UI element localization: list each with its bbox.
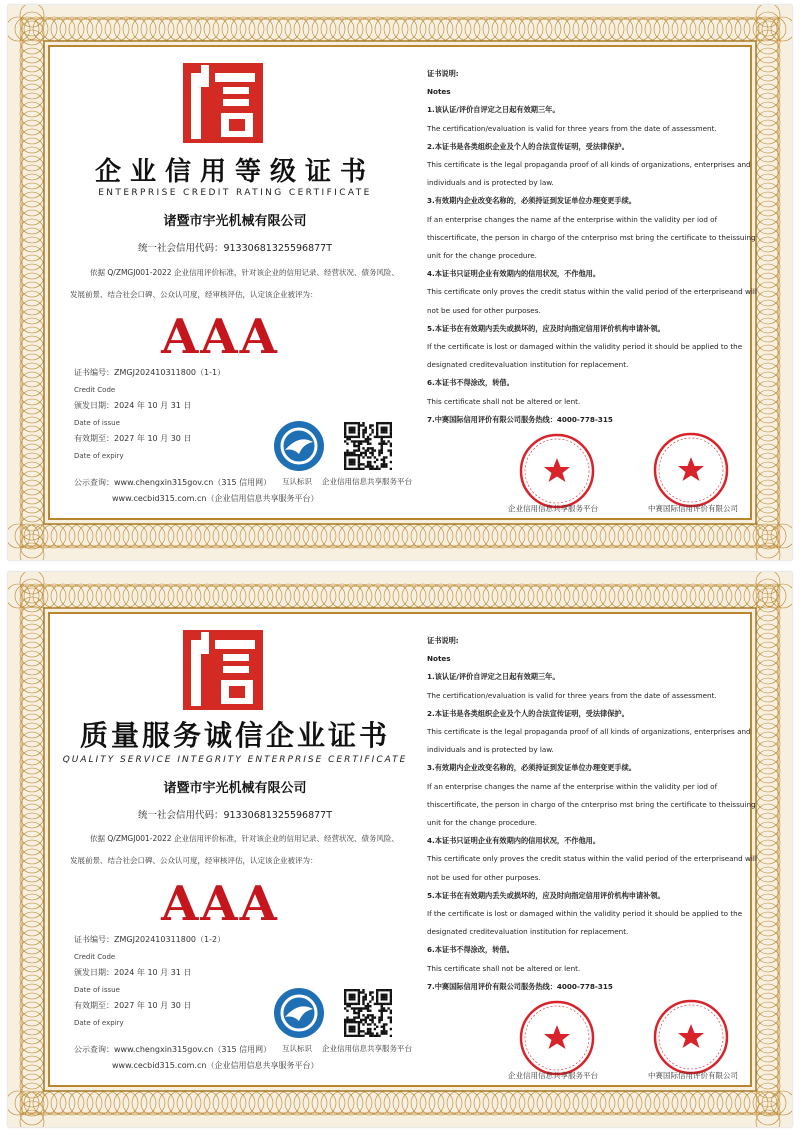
expiry-date-en: Date of expiry (74, 1018, 124, 1027)
badge-label: 互认标识 (282, 1044, 312, 1053)
xin-logo-icon (183, 630, 263, 710)
note-line: 6.本证书不得涂改，转借。 (427, 378, 514, 388)
note-line: 6.本证书不得涂改，转借。 (427, 945, 514, 955)
note-line: 5.本证书在有效期内丢失或损坏的，应及时向指定信用评价机构申请补领。 (427, 890, 665, 900)
query-line: 公示查询：www.chengxin315gov.cn（315 信用网） (74, 478, 272, 487)
seal-label: 中赛国际信用评价有限公司 (648, 504, 738, 513)
public-query (74, 1042, 318, 1074)
expiry-date-en: Date of expiry (74, 451, 124, 460)
note-line: 1.该认证/评价自评定之日起有效期三年。 (427, 672, 560, 682)
certificate-number-en: Credit Code (74, 385, 116, 394)
note-line: 3.有效期内企业改变名称的，必须持证到发证单位办理变更手续。 (427, 196, 636, 206)
description-line: 依据 Q/ZMGJ001-2022 企业信用评价标准，针对该企业的信用记录、经营状况、债务风险、 (90, 834, 399, 843)
note-line: unit for the change procedure. (427, 251, 537, 261)
certificate-title: 企业信用等级证书 (94, 157, 375, 187)
note-line: not be used for other purposes. (427, 305, 541, 315)
note-line: 证书说明: (427, 69, 459, 78)
description-line: 依据 Q/ZMGJ001-2022 企业信用评价标准，针对该企业的信用记录、经营状况、债务风险、 (90, 268, 399, 277)
note-line: 3.有效期内企业改变名称的，必须持证到发证单位办理变更手续。 (427, 763, 636, 773)
note-line: unit for the change procedure. (427, 818, 537, 828)
certificate-number: 证书编号：ZMGJ202410311800（1-2） (74, 935, 226, 944)
certificate-meta (74, 932, 225, 1032)
issue-date-en: Date of issue (74, 418, 120, 427)
assessment-description (70, 828, 410, 872)
note-line: If an enterprise changes the name af the enterprise within the validity per iod of (427, 781, 718, 791)
credit-code: 统一社会信用代码：91330681325596877T (137, 810, 333, 821)
certificate-number: 证书编号：ZMGJ202410311800（1-1） (74, 368, 226, 377)
note-line: 2.本证书是各类组织企业及个人的合法宣传证明，受法律保护。 (427, 708, 629, 718)
note-line: Notes (427, 87, 451, 97)
qr-label: 企业信用信息共享服务平台 (322, 477, 412, 486)
note-line: This certificate is the legal propaganda proof of all kinds of organizations, enterprises and (427, 727, 751, 737)
red-seal-icon (652, 431, 730, 509)
note-line: If an enterprise changes the name af the enterprise within the validity per iod of (427, 214, 718, 224)
red-seal-icon (518, 999, 596, 1077)
certificate-body (48, 612, 757, 1087)
qr-label: 企业信用信息共享服务平台 (322, 1044, 412, 1053)
note-line: not be used for other purposes. (427, 872, 541, 882)
certificate-left-panel (50, 614, 420, 1085)
note-line: This certificate shall not be altered or lent. (427, 963, 581, 973)
note-line: thiscertificate, the person in chargo of the cnterpriso mst bring the certificate to theissuing (427, 799, 756, 809)
expiry-date: 有效期至：2027 年 10 月 30 日 (74, 1001, 192, 1011)
note-line: This certificate is the legal propaganda proof of all kinds of organizations, enterprises and (427, 160, 751, 170)
badge-label: 互认标识 (282, 477, 312, 486)
mutual-recognition-badge-icon (273, 420, 325, 472)
public-query (74, 475, 318, 507)
note-line: If the certificate is lost or damaged within the validity period it should be applied to the (427, 342, 743, 352)
certificate-body (48, 45, 757, 520)
certificate-notes (427, 632, 757, 996)
note-line: Notes (427, 654, 451, 664)
query-line: 公示查询：www.chengxin315gov.cn（315 信用网） (74, 1045, 272, 1054)
note-line: 4.本证书只证明企业有效期内的信用状况，不作他用。 (427, 836, 601, 846)
issue-date-en: Date of issue (74, 985, 120, 994)
note-line: 7.中赛国际信用评价有限公司服务热线：4000-778-315 (427, 414, 613, 424)
query-line: www.cecbid315.com.cn（企业信用信息共享服务平台） (112, 1061, 319, 1070)
qr-code-icon[interactable] (344, 422, 392, 470)
assessment-description (70, 262, 410, 306)
certificate-subtitle: ENTERPRISE CREDIT RATING CERTIFICATE (98, 188, 372, 198)
seal-label: 中赛国际信用评价有限公司 (648, 1071, 738, 1080)
note-line: 证书说明: (427, 636, 459, 645)
seal-label: 企业信用信息共享服务平台 (508, 504, 598, 513)
description-line: 发展前景、结合社会口碑、公众认可度，经审核评估，认定该企业被评为： (70, 856, 318, 865)
note-line: 4.本证书只证明企业有效期内的信用状况，不作他用。 (427, 269, 601, 279)
rating-value: AAA (161, 309, 279, 365)
qr-code-icon[interactable] (344, 989, 392, 1037)
mutual-recognition-badge-icon (273, 987, 325, 1039)
red-seal-icon (518, 432, 596, 510)
note-line: The certification/evaluation is valid for three years from the date of assessment. (427, 123, 717, 133)
note-line: thiscertificate, the person in chargo of the cnterpriso mst bring the certificate to theissuing (427, 232, 756, 242)
xin-logo-icon (183, 63, 263, 143)
note-line: 7.中赛国际信用评价有限公司服务热线：4000-778-315 (427, 981, 613, 991)
note-line: The certification/evaluation is valid for three years from the date of assessment. (427, 690, 717, 700)
note-line: individuals and is protected by law. (427, 745, 554, 755)
note-line: This certificate only proves the credit status within the valid period of the erterpriseand will (427, 287, 757, 297)
certificate-number-en: Credit Code (74, 952, 116, 961)
seal-label: 企业信用信息共享服务平台 (508, 1071, 598, 1080)
note-line: designated creditevaluation institution for replacement. (427, 927, 629, 937)
note-line: This certificate shall not be altered or lent. (427, 396, 581, 406)
certificate-quality-service (8, 572, 792, 1127)
certificate-meta (74, 365, 225, 465)
issue-date: 颁发日期：2024 年 10 月 31 日 (74, 968, 192, 978)
note-line: If the certificate is lost or damaged within the validity period it should be applied to the (427, 909, 743, 919)
certificate-notes (427, 65, 757, 429)
issue-date: 颁发日期：2024 年 10 月 31 日 (74, 401, 192, 411)
note-line: 2.本证书是各类组织企业及个人的合法宣传证明，受法律保护。 (427, 141, 629, 151)
note-line: 5.本证书在有效期内丢失或损坏的，应及时向指定信用评价机构申请补领。 (427, 323, 665, 333)
certificate-left-panel (50, 47, 420, 518)
company-name: 诸暨市宇光机械有限公司 (163, 781, 307, 796)
red-seal-icon (652, 998, 730, 1076)
company-name: 诸暨市宇光机械有限公司 (163, 214, 307, 229)
note-line: designated creditevaluation institution for replacement. (427, 360, 629, 370)
credit-code: 统一社会信用代码：91330681325596877T (137, 243, 333, 254)
note-line: individuals and is protected by law. (427, 178, 554, 188)
certificate-subtitle: QUALITY SERVICE INTEGRITY ENTERPRISE CERTIFICATE (62, 755, 408, 765)
certificate-credit-rating (8, 5, 792, 560)
expiry-date: 有效期至：2027 年 10 月 30 日 (74, 434, 192, 444)
query-line: www.cecbid315.com.cn（企业信用信息共享服务平台） (112, 494, 319, 503)
certificate-title: 质量服务诚信企业证书 (79, 719, 390, 752)
note-line: This certificate only proves the credit status within the valid period of the erterpriseand will (427, 854, 757, 864)
note-line: 1.该认证/评价自评定之日起有效期三年。 (427, 105, 560, 115)
rating-value: AAA (161, 876, 279, 932)
description-line: 发展前景、结合社会口碑、公众认可度，经审核评估，认定该企业被评为： (70, 290, 318, 299)
